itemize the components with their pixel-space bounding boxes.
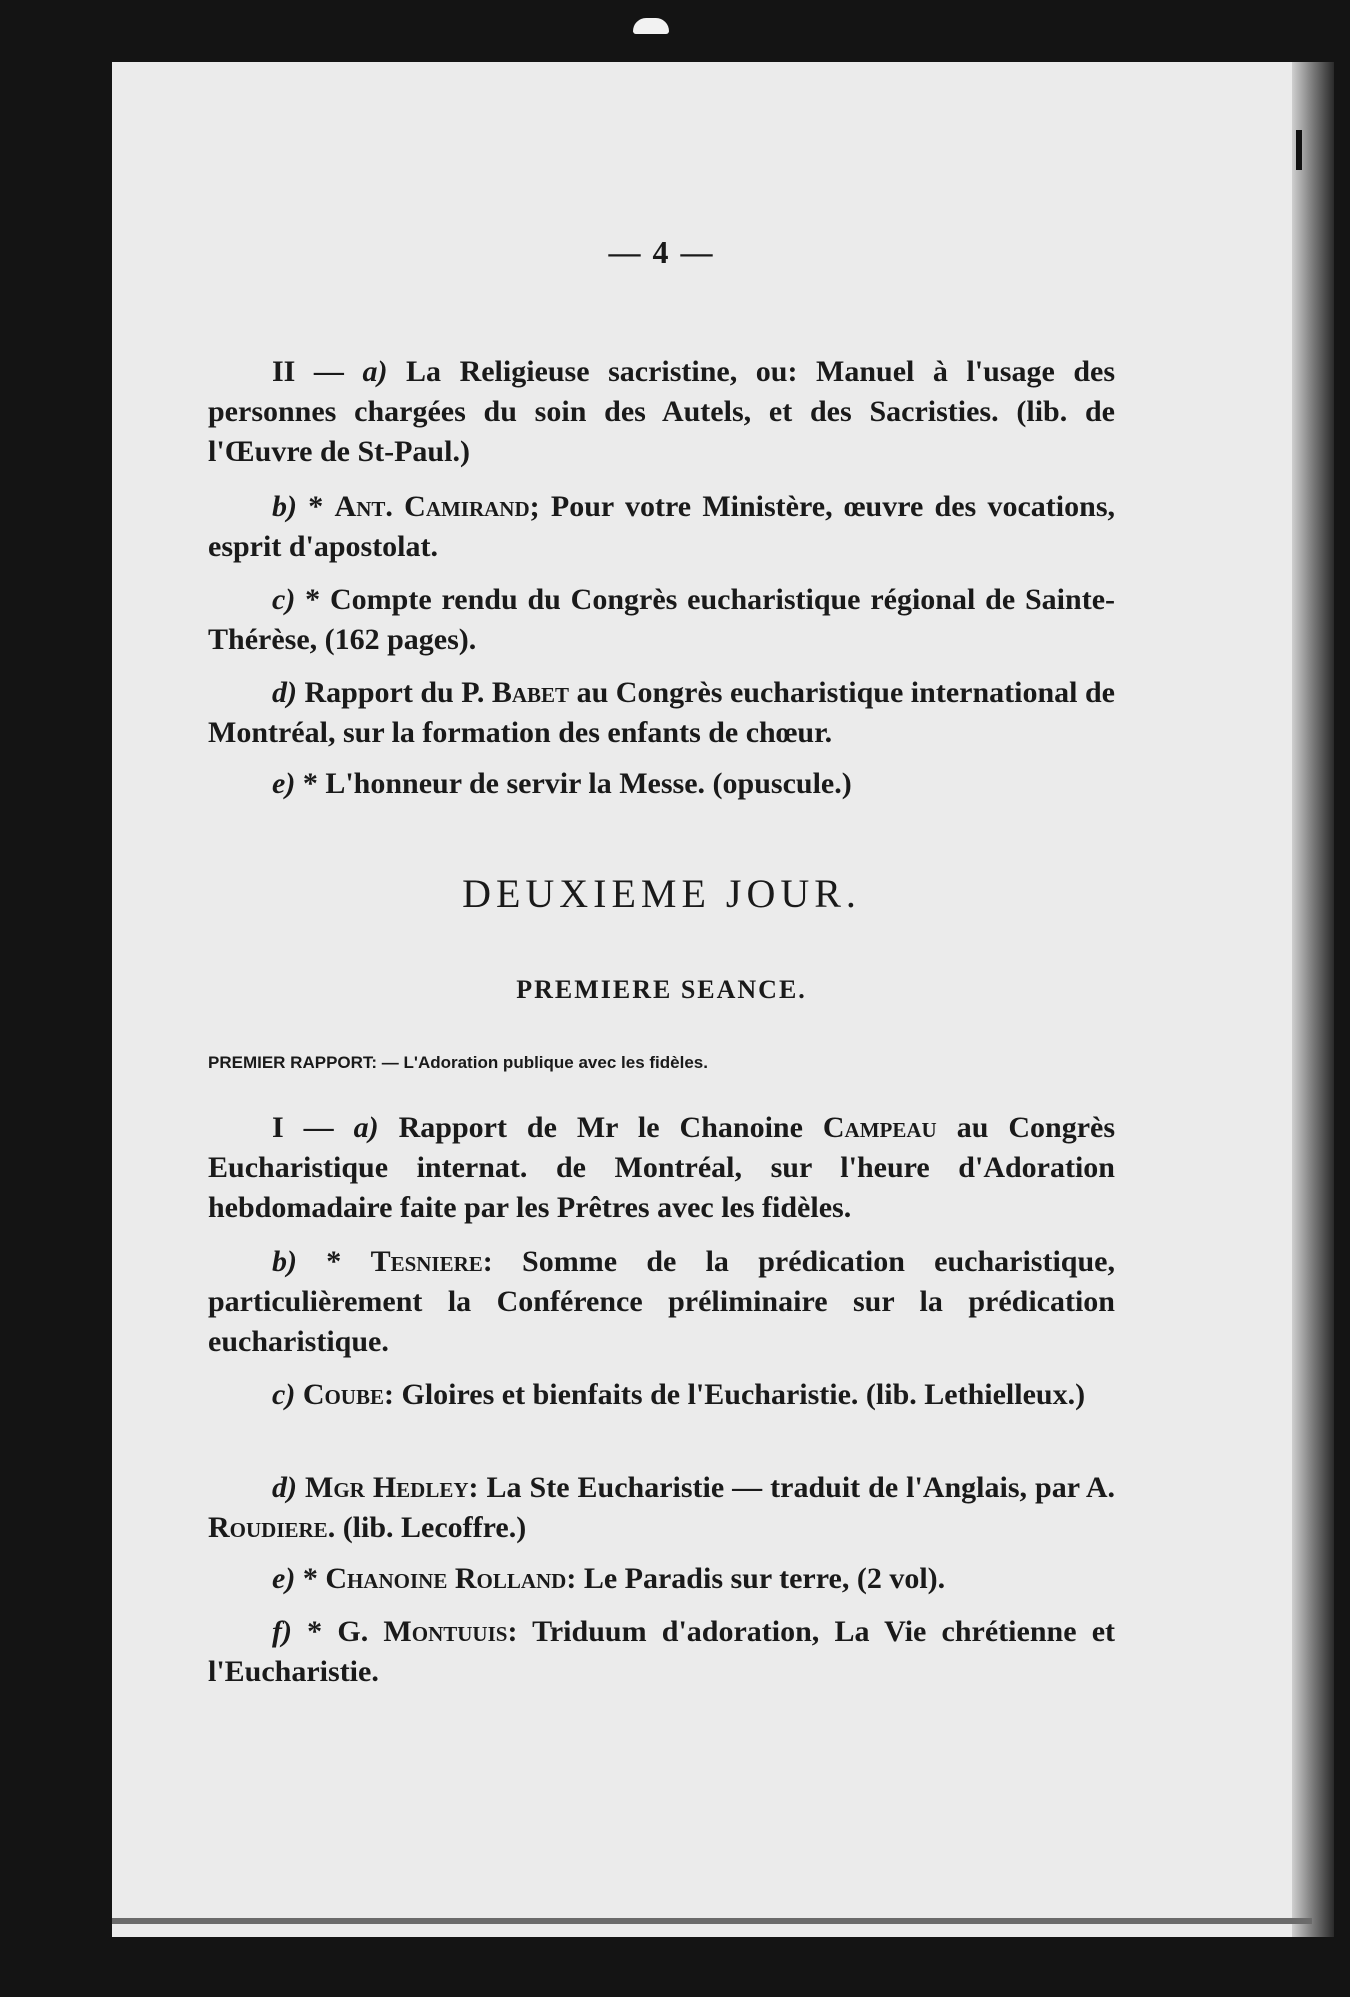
- entry-e2: e) * Chanoine Rolland: Le Paradis sur terre, (2 vol).: [272, 1562, 946, 1595]
- entry-f2: f) * G. Montuuis: Triduum d'adoration, La Vie chrétienne et l'Eucharistie.: [208, 1615, 1116, 1688]
- entry-d: d) Rapport du P. Babet au Congrès eucharistique international de Montréal, sur la formation des enfants de chœur.: [208, 676, 1115, 749]
- entry-b2: b) * Tesniere: Somme de la prédication eucharistique, particulièrement la Conférence préliminaire sur la prédication eucharistique.: [208, 1245, 1115, 1358]
- session-heading: PREMIERE SEANCE.: [516, 975, 807, 1004]
- day-heading: DEUXIEME JOUR.: [462, 871, 861, 916]
- entry-c2: c) Coube: Gloires et bienfaits de l'Eucharistie. (lib. Lethielleux.): [272, 1378, 1086, 1411]
- entry-d2: d) Mgr Hedley: La Ste Eucharistie — traduit de l'Anglais, par A. Roudiere. (lib. Lecoffre.): [208, 1471, 1115, 1544]
- page-content: [208, 0, 1115, 1997]
- entry-I-a: I — a) Rapport de Mr le Chanoine Campeau au Congrès Eucharistique internat. de Montréal, sur l'heure d'Adoration hebdomadaire faite par les Prêtres avec les fidèles.: [208, 1111, 1115, 1224]
- edge-mark: [1296, 130, 1302, 170]
- entry-II-a: II — a) La Religieuse sacristine, ou: Manuel à l'usage des personnes chargées du soin des Autels, et des Sacristies. (lib. de l'Œuvre de St-Paul.): [208, 355, 1116, 468]
- entry-c: c) * Compte rendu du Congrès eucharistique régional de Sainte-Thérèse, (162 pages).: [208, 583, 1116, 656]
- page-edge-shadow: [1292, 62, 1334, 1937]
- page-number: — 4 —: [608, 234, 715, 270]
- report-heading: PREMIER RAPPORT: — L'Adoration publique avec les fidèles.: [208, 1053, 708, 1072]
- entry-e: e) * L'honneur de servir la Messe. (opuscule.): [272, 767, 852, 800]
- entry-b: b) * Ant. Camirand; Pour votre Ministère, œuvre des vocations, esprit d'apostolat.: [208, 490, 1115, 563]
